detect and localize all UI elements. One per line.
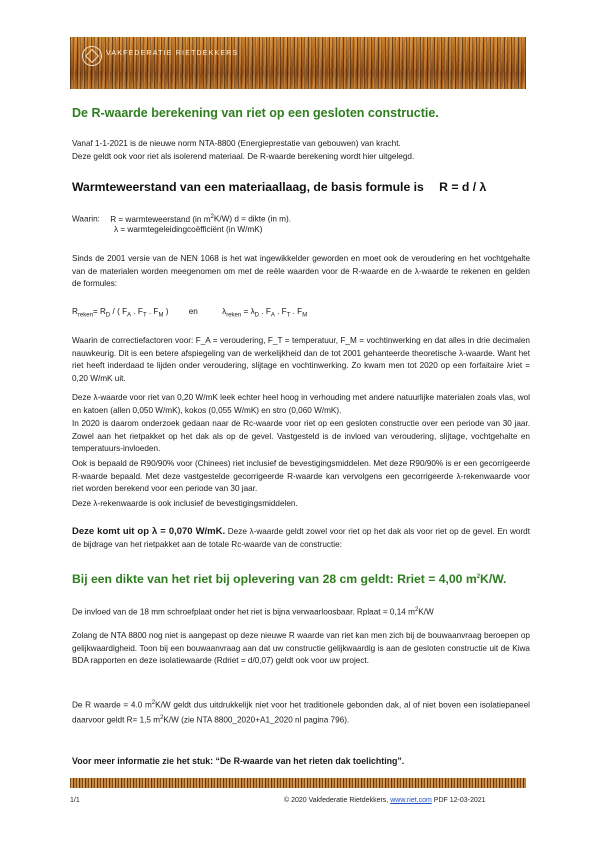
paragraph-r-waarde: De R waarde = 4.0 $m^2K/W$ geldt dus uitdrukkelijk niet voor het traditionele gebonden dak, al of niet boven een isolatiepaneel daarvoor geldt R= 1,5 $m^2K/W$ (zie NTA 8800_2020+A1_2020 nl pagina 796). bbox=[72, 700, 530, 726]
logo-icon bbox=[82, 46, 102, 66]
paragraph-2020: In 2020 is daarom onderzoek gedaan naar de Rc-waarde voor riet op een gesloten constructie over een periode van 30 jaar. Zowel aan het rietpakket op het dak als op de gevel. Vastgesteld is de invloed van veroudering, slijtage, vochtgehalte en temperatuurs-invloeden. bbox=[72, 419, 530, 454]
waarin-def-d: K/W) d = dikte (in m). bbox=[213, 214, 291, 224]
paragraph-result bbox=[72, 526, 530, 551]
page-number: 1/1 bbox=[70, 797, 80, 804]
more-info: Voor meer informatie zie het stuk: “De R-waarde van het rieten dak toelichting”. bbox=[72, 756, 405, 766]
intro-line-2: Deze geldt ook voor riet als isolerend materiaal. De R-waarde berekening wordt hier uitgelegd. bbox=[72, 152, 415, 161]
paragraph-lambda: Deze λ-waarde voor riet van 0,20 W/mK leek echter heel hoog in verhouding met andere natuurlijke materialen zoals vlas, wol en katoen (allen 0,050 W/mK), kokos (0,055 W/mK) en stro (0,060 W/mK). bbox=[72, 393, 530, 415]
waarin-sup: 2 bbox=[210, 214, 214, 220]
brand-name: VAKFEDERATIE RIETDEKKERS bbox=[106, 50, 239, 57]
result-rest: Deze λ-waarde geldt zowel voor riet op het dak als voor riet op de gevel. En wordt de bijdrage van het rietpakket aan de totale Rc-waarde van de constructie: bbox=[72, 527, 530, 549]
heading-text: Warmteweerstand van een materiaallaag, de basis formule is bbox=[72, 180, 424, 194]
website-link[interactable]: www.riet.com bbox=[390, 797, 432, 804]
heading-formula: R = d / λ bbox=[439, 180, 487, 194]
paragraph-nta: Zolang de NTA 8800 nog niet is aangepast op deze nieuwe R waarde van riet kan men zich bij de bouwaanvraag beroepen op gelijkwaardigheid. Toon bij een bouwaanvraag aan dat uw constructie gelijkwaardig is aan de gesloten constructie uit de Kiwa BDA rapporten en deze isolatiewaarde (Rdriet = d/0,07) geldt ook voor uw project. bbox=[72, 631, 530, 666]
intro-line-1: Vanaf 1-1-2021 is de nieuwe norm NTA-8800 (Energieprestatie van gebouwen) van kracht. bbox=[72, 139, 401, 148]
paragraph-schroefplaat: De invloed van de 18 mm schroefplaat onder het riet is bijna verwaarloosbaar. Rplaat = 0,14 $m^2K/W$ bbox=[72, 607, 434, 617]
formula-line bbox=[72, 306, 530, 322]
section-heading bbox=[72, 180, 486, 194]
paragraph-factors: Waarin de correctiefactoren voor: F_A = veroudering, F_T = temperatuur, F_M = vochtinwerking en dat alles in drie decimalen nauwkeurig. Dit is een betere afspiegeling van de werkelijkheid dan de tot 2001 gehanteerde theoretische λ-waarde. Want het riet heeft inderdaad te lijden onder veroudering, slijtage en vochtinwerking. Zo kwam men tot 2020 op een forfaitaire λriet = 0,20 W/mK uit. bbox=[72, 336, 530, 383]
formula-r: $R_{reken}= R_D$ / ( $F_A$ . $F_T$ . $F_M$ ) bbox=[72, 307, 169, 319]
waarin-label: Waarin: bbox=[72, 214, 100, 224]
footer-copyright: © 2020 Vakfederatie Rietdekkers, www.riet.com PDF 12-03-2021 bbox=[284, 797, 486, 804]
page-title: De R-waarde berekening van riet op een gesloten constructie. bbox=[72, 106, 439, 120]
waarin-def-r: R = warmteweerstand (in m bbox=[110, 214, 211, 224]
result-heading: Bij een dikte van het riet bij oplevering van 28 cm geldt: Rriet = 4,00 $m^2K/W$. bbox=[72, 572, 507, 586]
paragraph-incl: Deze λ-rekenwaarde is ook inclusief de bevestigingsmiddelen. bbox=[72, 499, 298, 508]
footer-banner bbox=[70, 778, 526, 788]
formula-and: en bbox=[188, 307, 198, 316]
header-banner bbox=[70, 37, 526, 89]
waarin-line-2: λ = warmtegeleidingcoëfficiënt (in W/mK) bbox=[114, 225, 263, 234]
paragraph-r90: Ook is bepaald de R90/90% voor (Chinees) riet inclusief de bevestigingsmiddelen. Met deze R90/90% is er een gecorrigeerde R-waarde bepaald. Met deze vastgestelde gecorrigeerde R-waarde kan vervolgens een gecorrigeerde λ-rekenwaarde voor riet worden berekend voor een periode van 30 jaar. bbox=[72, 459, 530, 494]
result-bold: Deze komt uit op λ = 0,070 W/mK. bbox=[72, 526, 226, 537]
formula-lambda: $\lambda_{reken} = \lambda_D$ . $F_A$ . $F_T$ . $F_M$ bbox=[222, 307, 308, 319]
paragraph-nen: Sinds de 2001 versie van de NEN 1068 is het wat ingewikkelder geworden en moet ook de veroudering en het vochtgehalte van de materialen worden meegenomen om met de reële waarden voor de R-waarde en de λ-waarde te rekenen en gelden de formules: bbox=[72, 254, 530, 289]
